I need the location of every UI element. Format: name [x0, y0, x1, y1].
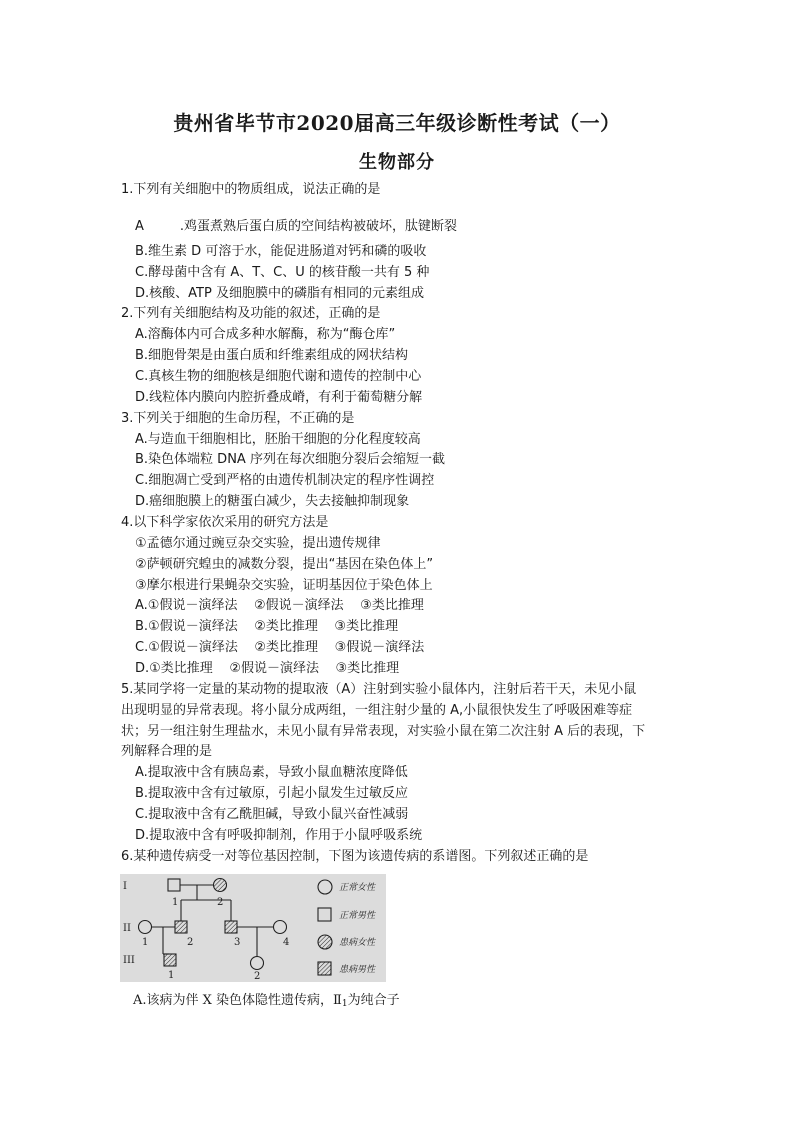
gen2-3-affected-male	[225, 921, 237, 933]
legend-normal-female-symbol	[318, 880, 332, 894]
generation-label-1: I	[123, 881, 127, 892]
question-2-option-c: C.真核生物的细胞核是细胞代谢和遗传的控制中心	[135, 369, 422, 384]
question-5-option-d: D.提取液中含有呼吸抑制剂，作用于小鼠呼吸系统	[135, 828, 423, 843]
question-1-option-d: D.核酸、ATP 及细胞膜中的磷脂有相同的元素组成	[135, 286, 424, 301]
gen3-2-number: 2	[254, 971, 261, 982]
question-2-option-b: B.细胞骨架是由蛋白质和纤维素组成的网状结构	[135, 348, 409, 363]
question-5-stem-line-4: 列解释合理的是	[121, 744, 213, 759]
gen1-1-number: 1	[172, 897, 179, 908]
question-6-stem: 6.某种遗传病受一对等位基因控制，下图为该遗传病的系谱图。下列叙述正确的是	[121, 849, 589, 864]
question-5-option-b: B.提取液中含有过敏原，引起小鼠发生过敏反应	[135, 786, 409, 801]
question-4-option-b: B.①假说－演绎法 ②类比推理 ③类比推理	[135, 619, 399, 634]
question-5-option-c: C.提取液中含有乙酰胆碱，导致小鼠兴奋性减弱	[135, 807, 409, 822]
page-title: 贵州省毕节市2020届高三年级诊断性考试（一）	[173, 111, 621, 135]
gen3-1-number: 1	[168, 970, 175, 981]
gen3-1-affected-male	[164, 954, 176, 966]
legend-affected-male-symbol	[318, 962, 331, 975]
pedigree-chart	[120, 874, 386, 982]
legend-affected-female-symbol	[318, 935, 332, 949]
option-a-main: A.该病为伴 X 染色体隐性遗传病，Ⅱ	[133, 993, 342, 1008]
question-2-option-d: D.线粒体内膜向内腔折叠成嵴，有利于葡萄糖分解	[135, 390, 423, 405]
question-4-option-c: C.①假说－演绎法 ②类比推理 ③假说－演绎法	[135, 640, 425, 655]
option-text: .鸡蛋煮熟后蛋白质的空间结构被破坏，肽键断裂	[179, 219, 458, 234]
legend-affected-male-label: 患病男性	[339, 965, 376, 975]
question-6-option-a	[133, 992, 400, 1013]
section-subtitle: 生物部分	[359, 152, 435, 173]
question-5-stem-line-1: 5.某同学将一定量的某动物的提取液（A）注射到实验小鼠体内，注射后若干天，未见小鼠	[121, 682, 637, 697]
question-3-option-c: C.细胞凋亡受到严格的由遗传机制决定的程序性调控	[135, 473, 435, 488]
option-a-tail: 为纯合子	[347, 993, 400, 1008]
gen2-4-normal-female	[274, 921, 287, 934]
question-5-option-a: A.提取液中含有胰岛素，导致小鼠血糖浓度降低	[135, 765, 408, 780]
option-a-subscript: 1	[341, 999, 348, 1009]
legend-normal-male-symbol	[318, 908, 331, 921]
gen2-3-number: 3	[234, 937, 241, 948]
generation-label-2: II	[123, 923, 131, 934]
gen2-1-normal-female	[139, 921, 152, 934]
gen3-2-normal-female	[251, 957, 264, 970]
question-5-stem-line-3: 状；另一组注射生理盐水，未见小鼠有异常表现，对实验小鼠在第二次注射 A 后的表现，下	[121, 724, 646, 739]
question-4-option-a: A.①假说－演绎法 ②假说－演绎法 ③类比推理	[135, 598, 424, 613]
gen2-1-number: 1	[142, 937, 149, 948]
question-4-statement-3: ③摩尔根进行果蝇杂交实验，证明基因位于染色体上	[135, 578, 433, 593]
gen2-2-affected-male	[175, 921, 187, 933]
gen1-1-normal-male	[168, 879, 180, 891]
legend-affected-female-label: 患病女性	[339, 938, 376, 948]
legend-normal-female-label: 正常女性	[339, 883, 376, 893]
gen2-4-number: 4	[283, 937, 290, 948]
question-4-stem: 4.以下科学家依次采用的研究方法是	[121, 515, 329, 530]
question-1-stem: 1.下列有关细胞中的物质组成，说法正确的是	[121, 182, 381, 197]
question-4-statement-2: ②萨顿研究蝗虫的减数分裂，提出“基因在染色体上”	[135, 557, 434, 572]
question-4-option-d: D.①类比推理 ②假说－演绎法 ③类比推理	[135, 661, 400, 676]
legend-normal-male-label: 正常男性	[339, 911, 376, 921]
question-5-stem-line-2: 出现明显的异常表现。将小鼠分成两组，一组注射少量的 A,小鼠很快发生了呼吸困难等症	[121, 703, 633, 718]
question-4-statement-1: ①孟德尔通过豌豆杂交实验，提出遗传规律	[135, 536, 381, 551]
question-3-option-a: A.与造血干细胞相比，胚胎干细胞的分化程度较高	[135, 432, 421, 447]
question-3-option-d: D.癌细胞膜上的糖蛋白减少，失去接触抑制现象	[135, 494, 410, 509]
option-letter: A	[135, 219, 144, 234]
question-3-option-b: B.染色体端粒 DNA 序列在每次细胞分裂后会缩短一截	[135, 452, 445, 467]
generation-label-3: III	[123, 955, 135, 966]
question-3-stem: 3.下列关于细胞的生命历程，不正确的是	[121, 411, 355, 426]
question-1-option-c: C.酵母菌中含有 A、T、C、U 的核苷酸一共有 5 种	[135, 265, 430, 280]
question-2-option-a: A.溶酶体内可合成多种水解酶，称为“酶仓库”	[135, 327, 396, 342]
question-1-option-a	[135, 218, 457, 236]
question-1-option-b: B.维生素 D 可溶于水，能促进肠道对钙和磷的吸收	[135, 244, 427, 259]
question-2-stem: 2.下列有关细胞结构及功能的叙述，正确的是	[121, 306, 381, 321]
gen2-2-number: 2	[187, 937, 194, 948]
gen1-2-number: 2	[217, 897, 224, 908]
gen1-2-affected-female	[214, 879, 227, 892]
